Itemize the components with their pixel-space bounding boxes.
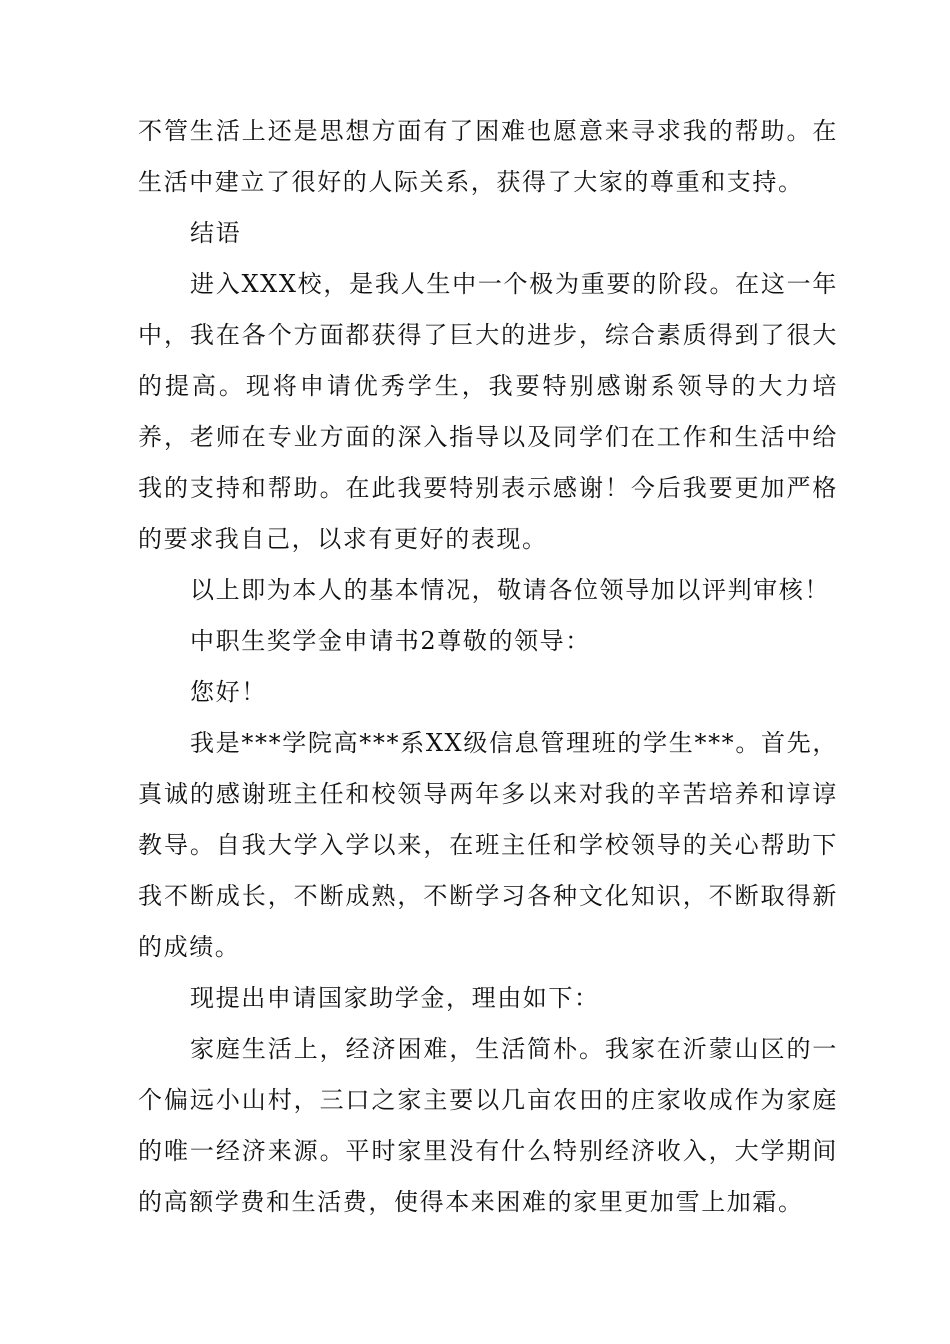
- paragraph-conclusion: 进入XXX校，是我人生中一个极为重要的阶段。在这一年中，我在各个方面都获得了巨大的进步，综合素质得到了很大的提高。现将申请优秀学生，我要特别感谢系领导的大力培养，老师在专业方面的深入指导以及同学们在工作和生活中给我的支持和帮助。在此我要特别表示感谢！今后我要更加严格的要求我自己，以求有更好的表现。: [138, 270, 838, 553]
- paragraph-closing-request: 以上即为本人的基本情况，敬请各位领导加以评判审核！: [190, 576, 830, 604]
- paragraph-continuation: 不管生活上还是思想方面有了困难也愿意来寻求我的帮助。在生活中建立了很好的人际关系，获得了大家的尊重和支持。: [138, 117, 838, 196]
- paragraph-application-reason: 现提出申请国家助学金，理由如下：: [190, 984, 600, 1012]
- letter-title-salutation: 中职生奖学金申请书2尊敬的领导：: [190, 627, 591, 655]
- paragraph-family-situation: 家庭生活上，经济困难，生活简朴。我家在沂蒙山区的一个偏远小山村，三口之家主要以几亩农田的庄家收成作为家庭的唯一经济来源。平时家里没有什么特别经济收入，大学期间的高额学费和生活费，使得本来困难的家里更加雪上加霜。: [138, 1035, 838, 1216]
- heading-conclusion: 结语: [190, 219, 242, 247]
- document-body: [138, 106, 838, 1228]
- paragraph-introduction: 我是***学院高***系XX级信息管理班的学生***。首先，真诚的感谢班主任和校领导两年多以来对我的辛苦培养和谆谆教导。自我大学入学以来，在班主任和学校领导的关心帮助下我不断成长，不断成熟，不断学习各种文化知识，不断取得新的成绩。: [138, 729, 838, 961]
- greeting: 您好！: [190, 678, 267, 706]
